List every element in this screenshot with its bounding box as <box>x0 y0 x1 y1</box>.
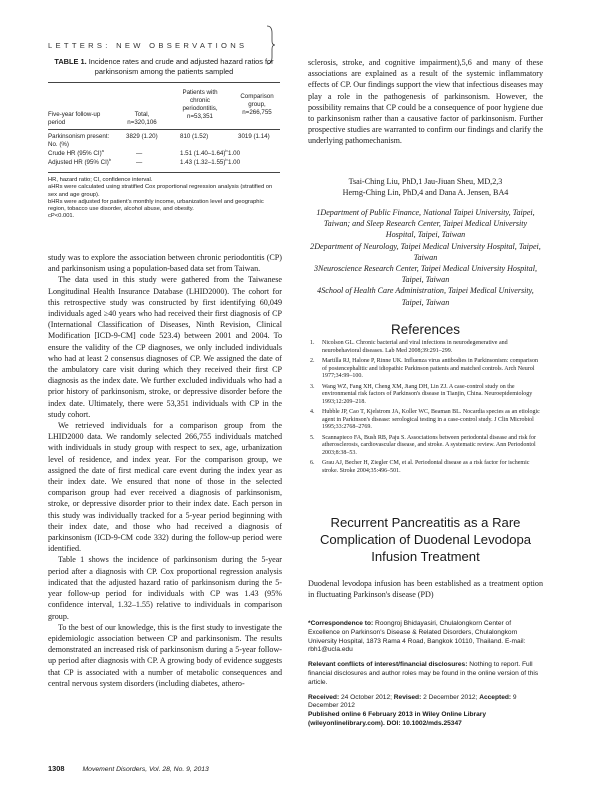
correspondence: *Correspondence to: Roongroj Bhidayasiri, Chulalongkorn Center of Excellence on Parkinson's Disease & Related Disorders, Chulalongkorn University Hospital, 1873 Rama 4 Road, Bangkok 10110, Thailand. E-mail: rbh1@ucla.edu <box>308 620 526 654</box>
author-list <box>308 176 543 199</box>
body-paragraph: sclerosis, stroke, and cognitive impairment),5,6 and many of these associations are explained as a result of the systemic inflammatory effects of CP. Our findings support the view that infectious diseases may play a role in the pathogenesis of parkinsonism. However, the possibility remains that CP could be a consequence of poor hygiene due to parkinsonism rather than a causative factor of parkinsonism. Further prospective studies are warranted to confirm our findings and clarify the underlying pathomechanism. <box>308 58 543 146</box>
col-header-total: Total, n=320,106 <box>127 111 157 126</box>
author-line: Herng-Ching Lin, PhD,4 and Dana A. Jensen, BA4 <box>342 188 509 198</box>
col-header-cp: Patients with chronic periodontitis, n=53,351 <box>182 89 218 120</box>
article-title: Recurrent Pancreatitis as a Rare Complication of Duodenal Levodopa Infusion Treatment <box>319 515 532 564</box>
list-item: 5. Scannapieco FA, Bush RB, Paju S. Associations between periodontal disease and risk for atherosclerosis, cardiovascular disease, and stroke. A systematic review. Ann Periodontol 2003;8:38–53. <box>310 434 537 456</box>
table-footnotes <box>48 177 280 220</box>
running-header: LETTERS: NEW OBSERVATIONS <box>48 41 248 50</box>
table-row: Crude HR (95% CI)$^a$ — 1.51 $(1.40-1.64)^b$ 1.00 <box>48 148 241 158</box>
references-heading: References <box>390 322 461 337</box>
affiliation: 2Department of Neurology, Taipei Medical University Hospital, Taipei, Taiwan <box>310 241 541 262</box>
body-paragraph: Table 1 shows the incidence of parkinsonism during the 5-year period after a diagnosis with CP. Cox proportional regression analysis indicated that the adjusted hazard ratio of parkinsonism during the 5-year follow-up period for individuals with CP was 1.43 (95% confidence interval, 1.32–1.55) relative to individuals in comparison group. <box>48 555 282 621</box>
author-line: Tsai-Ching Liu, PhD,1 Jau-Jiuan Sheu, MD,2,3 <box>348 177 503 186</box>
list-item: 3. Wang WZ, Fang XH, Cheng XM, Jiang DH, Lin ZJ. A case-control study on the environmental risk factors of Parkinson's disease in Tianjin, China. Neuroepidemiology 1993;12:209–218. <box>310 383 533 405</box>
col-header-period: Five-year follow-up period <box>48 111 101 126</box>
affiliation: 3Neuroscience Research Center, Taipei Medical University Hospital, Taipei, Taiwan <box>314 264 537 285</box>
table-row: Adjusted HR (95% CI)$^b$ — 1.43 $(1.32-1.55)^b$ 1.00 <box>48 157 241 167</box>
correspondence-block <box>308 620 543 735</box>
page-footer <box>48 764 209 773</box>
article-intro <box>308 578 543 600</box>
table-footnote: cP<0.001. <box>48 213 75 220</box>
table-caption: TABLE 1. Incidence rates and crude and adjusted hazard ratios for parkinsonism among the patients sampled <box>54 57 274 76</box>
affiliation: 4School of Health Care Administration, Taipei Medical University, Taipei, Taiwan <box>317 286 534 307</box>
table-row: Parkinsonism present: No. (%) 3829 (1.20) 810 (1.52) 3019 (1.14) <box>48 133 270 148</box>
table-1 <box>48 57 280 221</box>
col-header-comparison: Comparison group, n=266,755 <box>240 93 274 116</box>
left-column-text <box>48 252 282 689</box>
table-footnote: HR, hazard ratio; CI, confidence interval. <box>48 177 153 184</box>
body-paragraph: study was to explore the association between chronic periodontitis (CP) and parkinsonism using a population-based data set from Taiwan. <box>48 253 282 274</box>
affiliation: 1Department of Public Finance, National Taipei University, Taipei, Taiwan; and Sleep Research Center, Taipei Medical University Hospital, Taipei, Taiwan <box>316 208 535 240</box>
reference-list <box>308 340 543 478</box>
dates: Received: 24 October 2012; Revised: 2 December 2012; Accepted: 9 December 2012 <box>308 693 517 710</box>
table-footnote: bHRs were adjusted for patient's monthly income, urbanization level and geographic region, tobacco use disorder, alcohol abuse, and obesity. <box>48 198 264 213</box>
publication-info: Published online 6 February 2013 in Wiley Online Library (wileyonlinelibrary.com). DOI: 10.1002/mds.25347 <box>308 711 487 727</box>
list-item: 2. Martilla RJ, Halone P, Rinne UK. Influenza virus antibodies in Parkinsonism: comparison of postencephalitic and idiopathic Parkinson patients and matched controls. Arch Neurol 1977;34:99–100. <box>310 357 538 380</box>
list-item: 6. Grau AJ, Becher H, Ziegler CM, et al. Periodontal disease as a risk factor for ischemic stroke. Stroke 2004;35:496–501. <box>310 460 530 474</box>
table-header-row <box>48 83 280 129</box>
body-paragraph: We retrieved individuals for a comparison group from the LHID2000 data. We randomly selected 266,755 individuals matched with individuals in study group with respect to sex, age, urbanization level of residence, and index year. For the comparison group, we assigned the date of first medical care event during the index year as their index date. We ensured that none of those in the selected comparison group had ever received a diagnosis of parkinsonism, stroke, or depressive disorder prior to their index date. Each person in this study was individually tracked for a 5-year period beginning with their index date, and those who had received a diagnosis of parkinsonism (ICD-9-CM code 332) during the follow-up period were identified. <box>48 421 282 554</box>
conflicts-disclosure: Relevant conflicts of interest/financial disclosures: Nothing to report. Full financial disclosures and author roles may be found in the online version of this article. <box>308 661 539 686</box>
body-paragraph: To the best of our knowledge, this is the first study to investigate the epidemiologic association between CP and parkinsonism. The results demonstrated an increased risk of parkinsonism during a 5-year follow-up period after diagnosis with CP. A growing body of evidence suggests that CP is associated with a number of metabolic consequences and central nervous system disorders (including diabetes, athero- <box>48 622 282 688</box>
body-paragraph: Duodenal levodopa infusion has been established as a treatment option in fluctuating Parkinson's disease (PD) <box>308 579 543 600</box>
list-item: 4. Hubble JP, Cao T, Kjelstrom JA, Koller WC, Beaman BL. Nocardia species as an etiologic agent in Parkinson's disease: serological testing in a case-control study. J Clin Microbiol 1995;33:2768–2769. <box>310 409 540 431</box>
list-item: 1. Nicolson GL. Chronic bacterial and viral infections in neurodegenerative and neurobehavioral diseases. Lab Med 2008;39:291–299. <box>310 340 508 354</box>
affiliations <box>308 207 543 308</box>
right-column-text <box>308 57 543 147</box>
page-number: 1308 <box>48 764 65 773</box>
table-footnote: aHRs were calculated using stratified Cox proportional regression analysis (stratified on sex and age group). <box>48 184 273 198</box>
journal-citation: Movement Disorders, Vol. 28, No. 9, 2013 <box>82 766 209 773</box>
body-paragraph: The data used in this study were gathered from the Taiwanese Longitudinal Health Insurance Database (LHID2000). The cohort for this retrospective study was constructed by first identifying 60,049 individuals aged ≥40 years who had received their first diagnosis of CP (International Classification of Diseases, Ninth Revision, Clinical Modification [ICD-9-CM] code 523.4) between 2001 and 2004. To ensure the validity of the CP diagnoses, we only included individuals who had at least 2 consensus diagnoses of CP. We assigned the date of the ambulatory care visit during which they received their first CP diagnosis as the index date. We further excluded individuals who had a prior history of parkinsonism, stroke, or depressive disorder before the index date. Ultimately, there were 53,351 individuals with CP in the study cohort. <box>48 275 282 419</box>
